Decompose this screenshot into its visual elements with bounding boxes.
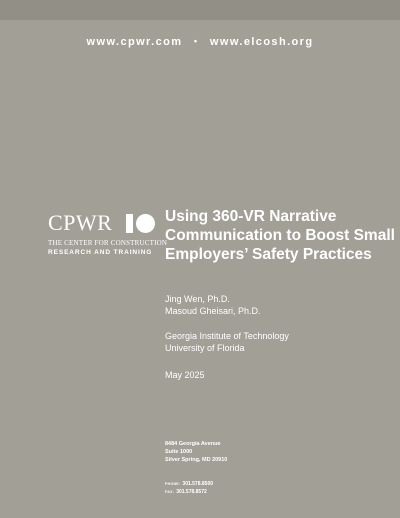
cpwr-url-link[interactable]: www.cpwr.com <box>86 36 183 48</box>
logo-bar-shape <box>126 214 133 233</box>
fax-label: FAX: <box>165 490 175 494</box>
url-separator: • <box>193 36 199 46</box>
affiliation-name: University of Florida <box>165 343 245 353</box>
logo-tagline-line1: THE CENTER FOR CONSTRUCTION <box>48 239 168 247</box>
logo-mark-icon <box>126 212 156 234</box>
author-name: Jing Wen, Ph.D. <box>165 294 230 304</box>
website-links <box>0 36 400 48</box>
report-title-line: Using 360-VR Narrative <box>165 208 337 225</box>
report-title-line: Employers’ Safety Practices <box>165 246 372 263</box>
contact-numbers <box>165 480 213 496</box>
logo-tagline-line2: RESEARCH AND TRAINING <box>48 249 153 256</box>
phone-line <box>165 480 213 488</box>
phone-number: 301.578.8500 <box>182 481 214 487</box>
report-title-line: Communication to Boost Small <box>165 227 395 244</box>
affiliation-name: Georgia Institute of Technology <box>165 331 289 341</box>
author-name: Masoud Gheisari, Ph.D. <box>165 306 261 316</box>
affiliation-list <box>165 330 289 354</box>
address-line: Suite 1000 <box>165 449 193 455</box>
fax-line <box>165 488 213 496</box>
elcosh-url-link[interactable]: www.elcosh.org <box>209 36 314 48</box>
mailing-address <box>165 440 227 464</box>
report-title <box>165 207 395 264</box>
fax-number: 301.578.8572 <box>176 489 207 495</box>
author-list <box>165 293 261 317</box>
publication-date: May 2025 <box>165 370 205 380</box>
logo-wordmark: CPWR <box>48 210 113 235</box>
phone-label: PHONE: <box>165 482 181 486</box>
top-band <box>0 0 400 20</box>
cpwr-logo <box>48 210 168 256</box>
address-line: 8484 Georgia Avenue <box>165 441 221 447</box>
address-line: Silver Spring, MD 20910 <box>165 457 228 463</box>
logo-circle-shape <box>136 214 155 233</box>
